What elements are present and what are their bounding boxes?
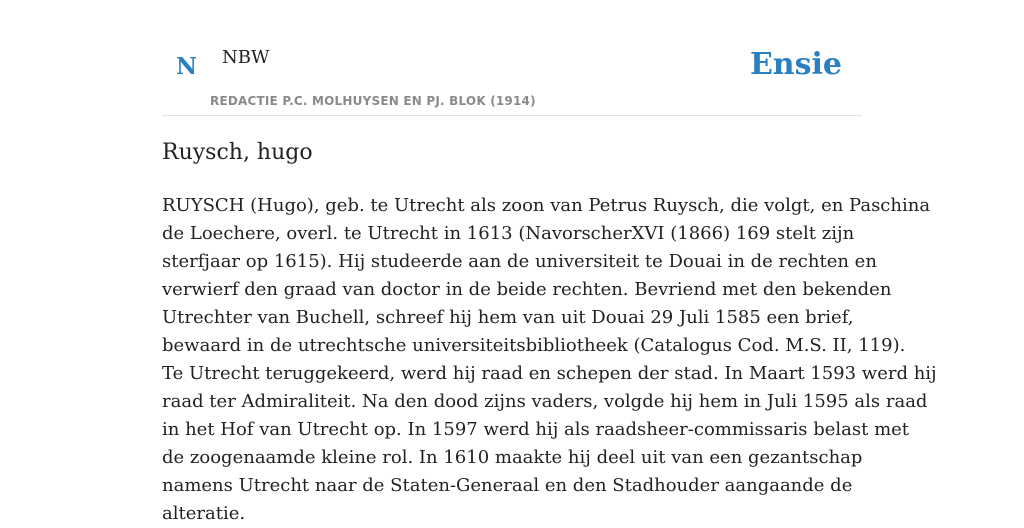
entry-body-line: RUYSCH (Hugo), geb. te Utrecht als zoon van Petrus Ruysch, die volgt, en Paschina — [162, 195, 931, 216]
entry-body-line: in het Hof van Utrecht op. In 1597 werd hij als raadsheer-commissaris belast met — [162, 419, 910, 440]
entry-body — [162, 192, 937, 528]
entry-body-line: raad ter Admiraliteit. Na den dood zijns vaders, volgde hij hem in Juli 1595 als raad — [162, 391, 928, 412]
entry-body-line: de Loechere, overl. te Utrecht in 1613 (NavorscherXVI (1866) 169 stelt zijn — [162, 223, 855, 244]
entry-body-line: verwierf den graad van doctor in de beide rechten. Bevriend met den bekenden — [162, 279, 892, 300]
entry-body-line: alteratie. — [162, 503, 246, 524]
source-header — [162, 0, 862, 116]
brand-logo[interactable]: Ensie — [749, 47, 842, 82]
entry-body-line: bewaard in de utrechtsche universiteitsbibliotheek (Catalogus Cod. M.S. II, 119). — [162, 335, 906, 356]
entry-body-line: de zoogenaamde kleine rol. In 1610 maakte hij deel uit van een gezantschap — [162, 447, 863, 468]
entry-body-line: Utrechter van Buchell, schreef hij hem van uit Douai 29 Juli 1585 een brief, — [162, 307, 854, 328]
entry-body-line: sterfjaar op 1615). Hij studeerde aan de universiteit te Douai in de rechten en — [162, 251, 877, 272]
entry-body-line: namens Utrecht naar de Staten-Generaal en den Stadhouder aangaande de — [162, 475, 853, 496]
source-subtitle: REDACTIE P.C. MOLHUYSEN EN PJ. BLOK (1914) — [210, 94, 536, 108]
source-title[interactable]: NBW — [222, 47, 270, 68]
entry-body-line: Te Utrecht teruggekeerd, werd hij raad en schepen der stad. In Maart 1593 werd hij — [162, 363, 937, 384]
source-logo-icon: N — [176, 53, 198, 80]
entry-title: Ruysch, hugo — [162, 140, 313, 165]
